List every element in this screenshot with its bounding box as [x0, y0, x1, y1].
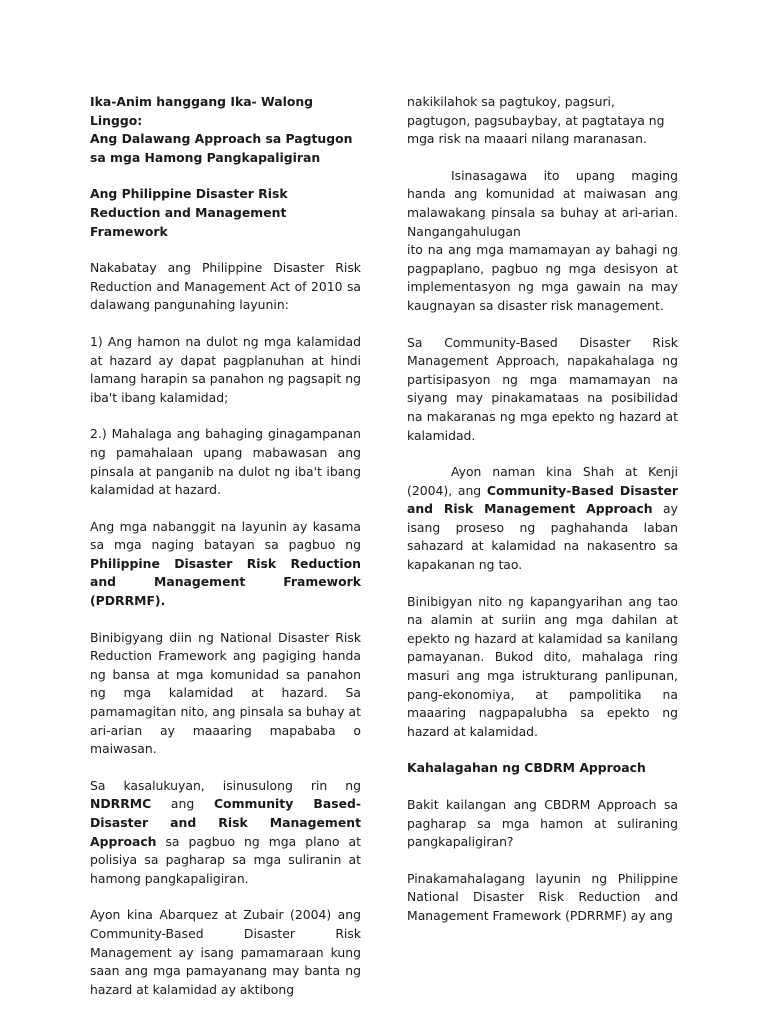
lesson-title-line2: Ang Dalawang Approach sa Pagtugon sa mga Hamong Pangkapaligiran — [90, 131, 353, 165]
section-heading-cbdrm: Kahalagahan ng CBDRM Approach — [407, 760, 646, 776]
purpose-text-a: Isinasagawa ito upang maging handa ang komunidad at maiwasan ang malawakang pinsala sa buhay at ari-arian. Nangangahulugan — [407, 167, 678, 239]
ndrrmc-name: NDRRMC — [90, 796, 152, 812]
paragraph-question: Bakit kailangan ang CBDRM Approach sa pagharap sa mga hamon at suliraning pangkapaligiran? — [407, 797, 678, 850]
right-column — [407, 93, 678, 926]
paragraph-empowerment: Binibigyan nito ng kapangyarihan ang tao na alamin at suriin ang mga dahilan at epekto ng hazard at kalamidad sa kanilang pamayanan. Bukod dito, mahalaga ring masuri ang mga istrukturang panlipunan, pang-ekonomiya, at pampolitika na maaaring nagpapalubha sa epekto ng hazard at kalamidad. — [407, 593, 678, 739]
paragraph-pdrrmf-goal: Pinakamahalagang layunin ng Philippine National Disaster Risk Reduction and Management Framework (PDRRMF) ay ang — [407, 870, 678, 923]
paragraph-intro: Nakabatay ang Philippine Disaster Risk Reduction and Management Act of 2010 sa dalawang pangunahing layunin: — [90, 260, 361, 313]
paragraph-objective-1: 1) Ang hamon na dulot ng mga kalamidad at hazard ay dapat pagplanuhan at hindi lamang harapin sa panahon ng pagsapit ng iba't ibang kalamidad; — [90, 333, 361, 405]
paragraph-ndrrmc — [90, 777, 361, 889]
lesson-title — [90, 93, 361, 167]
paragraph-purpose — [407, 167, 678, 316]
cbdrm-name-bold: Community-Based Disaster and Risk Management Approach — [407, 482, 678, 517]
shah-kenji-text-b: ay isang proseso ng paghahanda laban sahazard at kalamidad na nakasentro sa kapakanan ng tao. — [407, 501, 678, 573]
ndrrmc-text-b: ang — [151, 796, 214, 812]
paragraph-continuation: nakikilahok sa pagtukoy, pagsuri, pagtugon, pagsubaybay, at pagtataya ng mga risk na maaari nilang maranasan. — [407, 94, 665, 147]
section-heading-pdrrmf: Ang Philippine Disaster Risk Reduction and Management Framework — [90, 186, 288, 239]
left-column — [90, 93, 361, 999]
paragraph-objective-2: 2.) Mahalaga ang bahaging ginagampanan ng pamahalaan upang mabawasan ang pinsala at panganib na dulot ng iba't ibang kalamidad at hazard. — [90, 426, 361, 498]
paragraph-pdrrmf-basis — [90, 518, 361, 611]
cbdrm-approach-name: Community Based- Disaster and Risk Management Approach — [90, 796, 361, 849]
ndrrmc-text-c: sa pagbuo ng mga plano at polisiya sa pagharap sa mga suliranin at hamong pangkapaligiran. — [90, 833, 361, 886]
shah-kenji-text-a: Ayon naman kina Shah at Kenji (2004), ang — [407, 464, 678, 498]
pdrrmf-name: Philippine Disaster Risk Reduction and Management Framework (PDRRMF). — [90, 555, 361, 609]
paragraph-abarquez-zubair: Ayon kina Abarquez at Zubair (2004) ang Community-Based Disaster Risk Management ay isang pamamaraan kung saan ang mga pamayanang may banta ng hazard at kalamidad ay aktibong — [90, 907, 361, 997]
paragraph-framework-emphasis: Binibigyang diin ng National Disaster Risk Reduction Framework ang pagiging handa ng bansa at mga komunidad sa panahon ng mga kalamidad at hazard. Sa pamamagitan nito, ang pinsala sa buhay at ari-arian ay maaaring mapababa o maiwasan. — [90, 629, 361, 757]
paragraph-participation: Sa Community-Based Disaster Risk Management Approach, napakahalaga ng partisipasyon ng mga mamamayan na siyang may pinakamataas na posibilidad na makaranas ng mga epekto ng hazard at kalamidad. — [407, 334, 678, 443]
paragraph-shah-kenji — [407, 463, 678, 575]
ndrrmc-text-a: Sa kasalukuyan, isinusulong rin ng — [90, 777, 361, 793]
purpose-text-b: ito na ang mga mamamayan ay bahagi ng pagpaplano, pagbuo ng mga desisyon at implementasyon ng mga gawain na may kaugnayan sa disaster risk management. — [407, 242, 678, 313]
lesson-title-line1: Ika-Anim hanggang Ika- Walong Linggo: — [90, 94, 314, 128]
pdrrmf-basis-text: Ang mga nabanggit na layunin ay kasama sa mga naging batayan sa pagbuo ng — [90, 518, 361, 553]
